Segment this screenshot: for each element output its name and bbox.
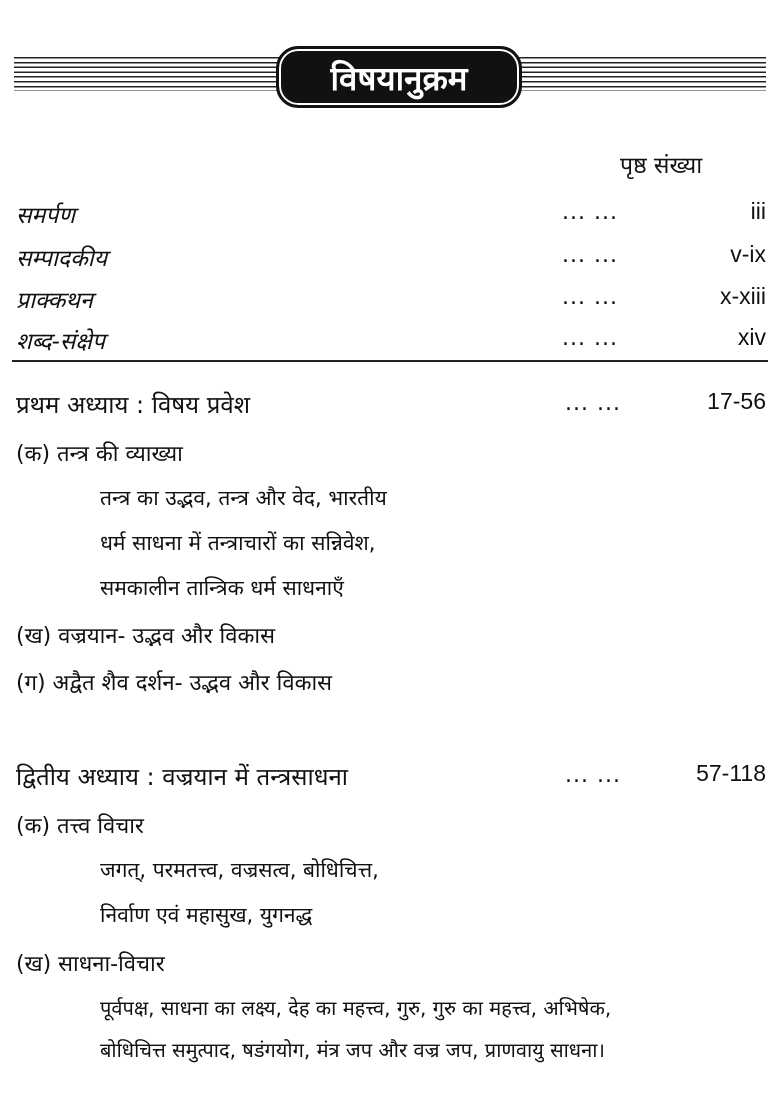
subtopic-line: तन्त्र का उद्भव, तन्त्र और वेद, भारतीय (100, 486, 387, 510)
toc-entry-editorial: सम्पादकीय (16, 246, 108, 272)
chapter-page-range: 57-118 (696, 760, 766, 786)
toc-page-number: xiv (737, 324, 766, 350)
chapter-title: द्वितीय अध्याय : वज्रयान में तन्त्रसाधना (16, 763, 349, 791)
header-rule-right (512, 57, 766, 91)
toc-leader: ... ... (562, 243, 618, 268)
section-heading: (ख) साधना-विचार (16, 952, 165, 977)
chapter-page-range: 17-56 (707, 388, 766, 414)
subtopic-line: धर्म साधना में तन्त्राचारों का सन्निवेश, (100, 531, 376, 555)
toc-leader: ... ... (562, 285, 618, 310)
subtopic-line: पूर्वपक्ष, साधना का लक्ष्य, देह का महत्त्व, गुरु, गुरु का महत्त्व, अभिषेक, (100, 996, 612, 1020)
subtopic-line: निर्वाण एवं महासुख, युगनद्ध (100, 903, 313, 927)
toc-leader: ... ... (565, 391, 621, 416)
section-divider (12, 360, 768, 362)
toc-entry-preface: प्राक्कथन (16, 288, 93, 314)
subtopic-line: बोधिचित्त समुत्पाद, षडंगयोग, मंत्र जप और वज्र जप, प्राणवायु साधना। (100, 1038, 605, 1062)
toc-page-number: iii (750, 198, 766, 224)
section-heading: (क) तत्त्व विचार (16, 814, 144, 839)
title-badge (276, 46, 522, 108)
section-heading: (क) तन्त्र की व्याख्या (16, 442, 183, 467)
toc-leader: ... ... (565, 763, 621, 788)
page-title: विषयानुक्रम (330, 58, 468, 98)
toc-page-number: x-xiii (720, 283, 766, 309)
toc-leader: ... ... (562, 200, 618, 225)
toc-entry-dedication: समर्पण (16, 203, 75, 229)
page-number-column-label: पृष्ठ संख्या (620, 153, 703, 179)
subtopic-line: जगत्, परमतत्त्व, वज्रसत्व, बोधिचित्त, (100, 858, 379, 882)
toc-leader: ... ... (562, 326, 618, 351)
chapter-title: प्रथम अध्याय : विषय प्रवेश (16, 391, 251, 419)
toc-page-number: v-ix (730, 241, 766, 267)
header-rule-left (14, 57, 280, 91)
section-heading: (ख) वज्रयान- उद्भव और विकास (16, 624, 275, 649)
toc-entry-abbreviations: शब्द-संक्षेप (16, 329, 105, 355)
section-heading: (ग) अद्वैत शैव दर्शन- उद्भव और विकास (16, 671, 333, 696)
subtopic-line: समकालीन तान्त्रिक धर्म साधनाएँ (100, 576, 344, 600)
